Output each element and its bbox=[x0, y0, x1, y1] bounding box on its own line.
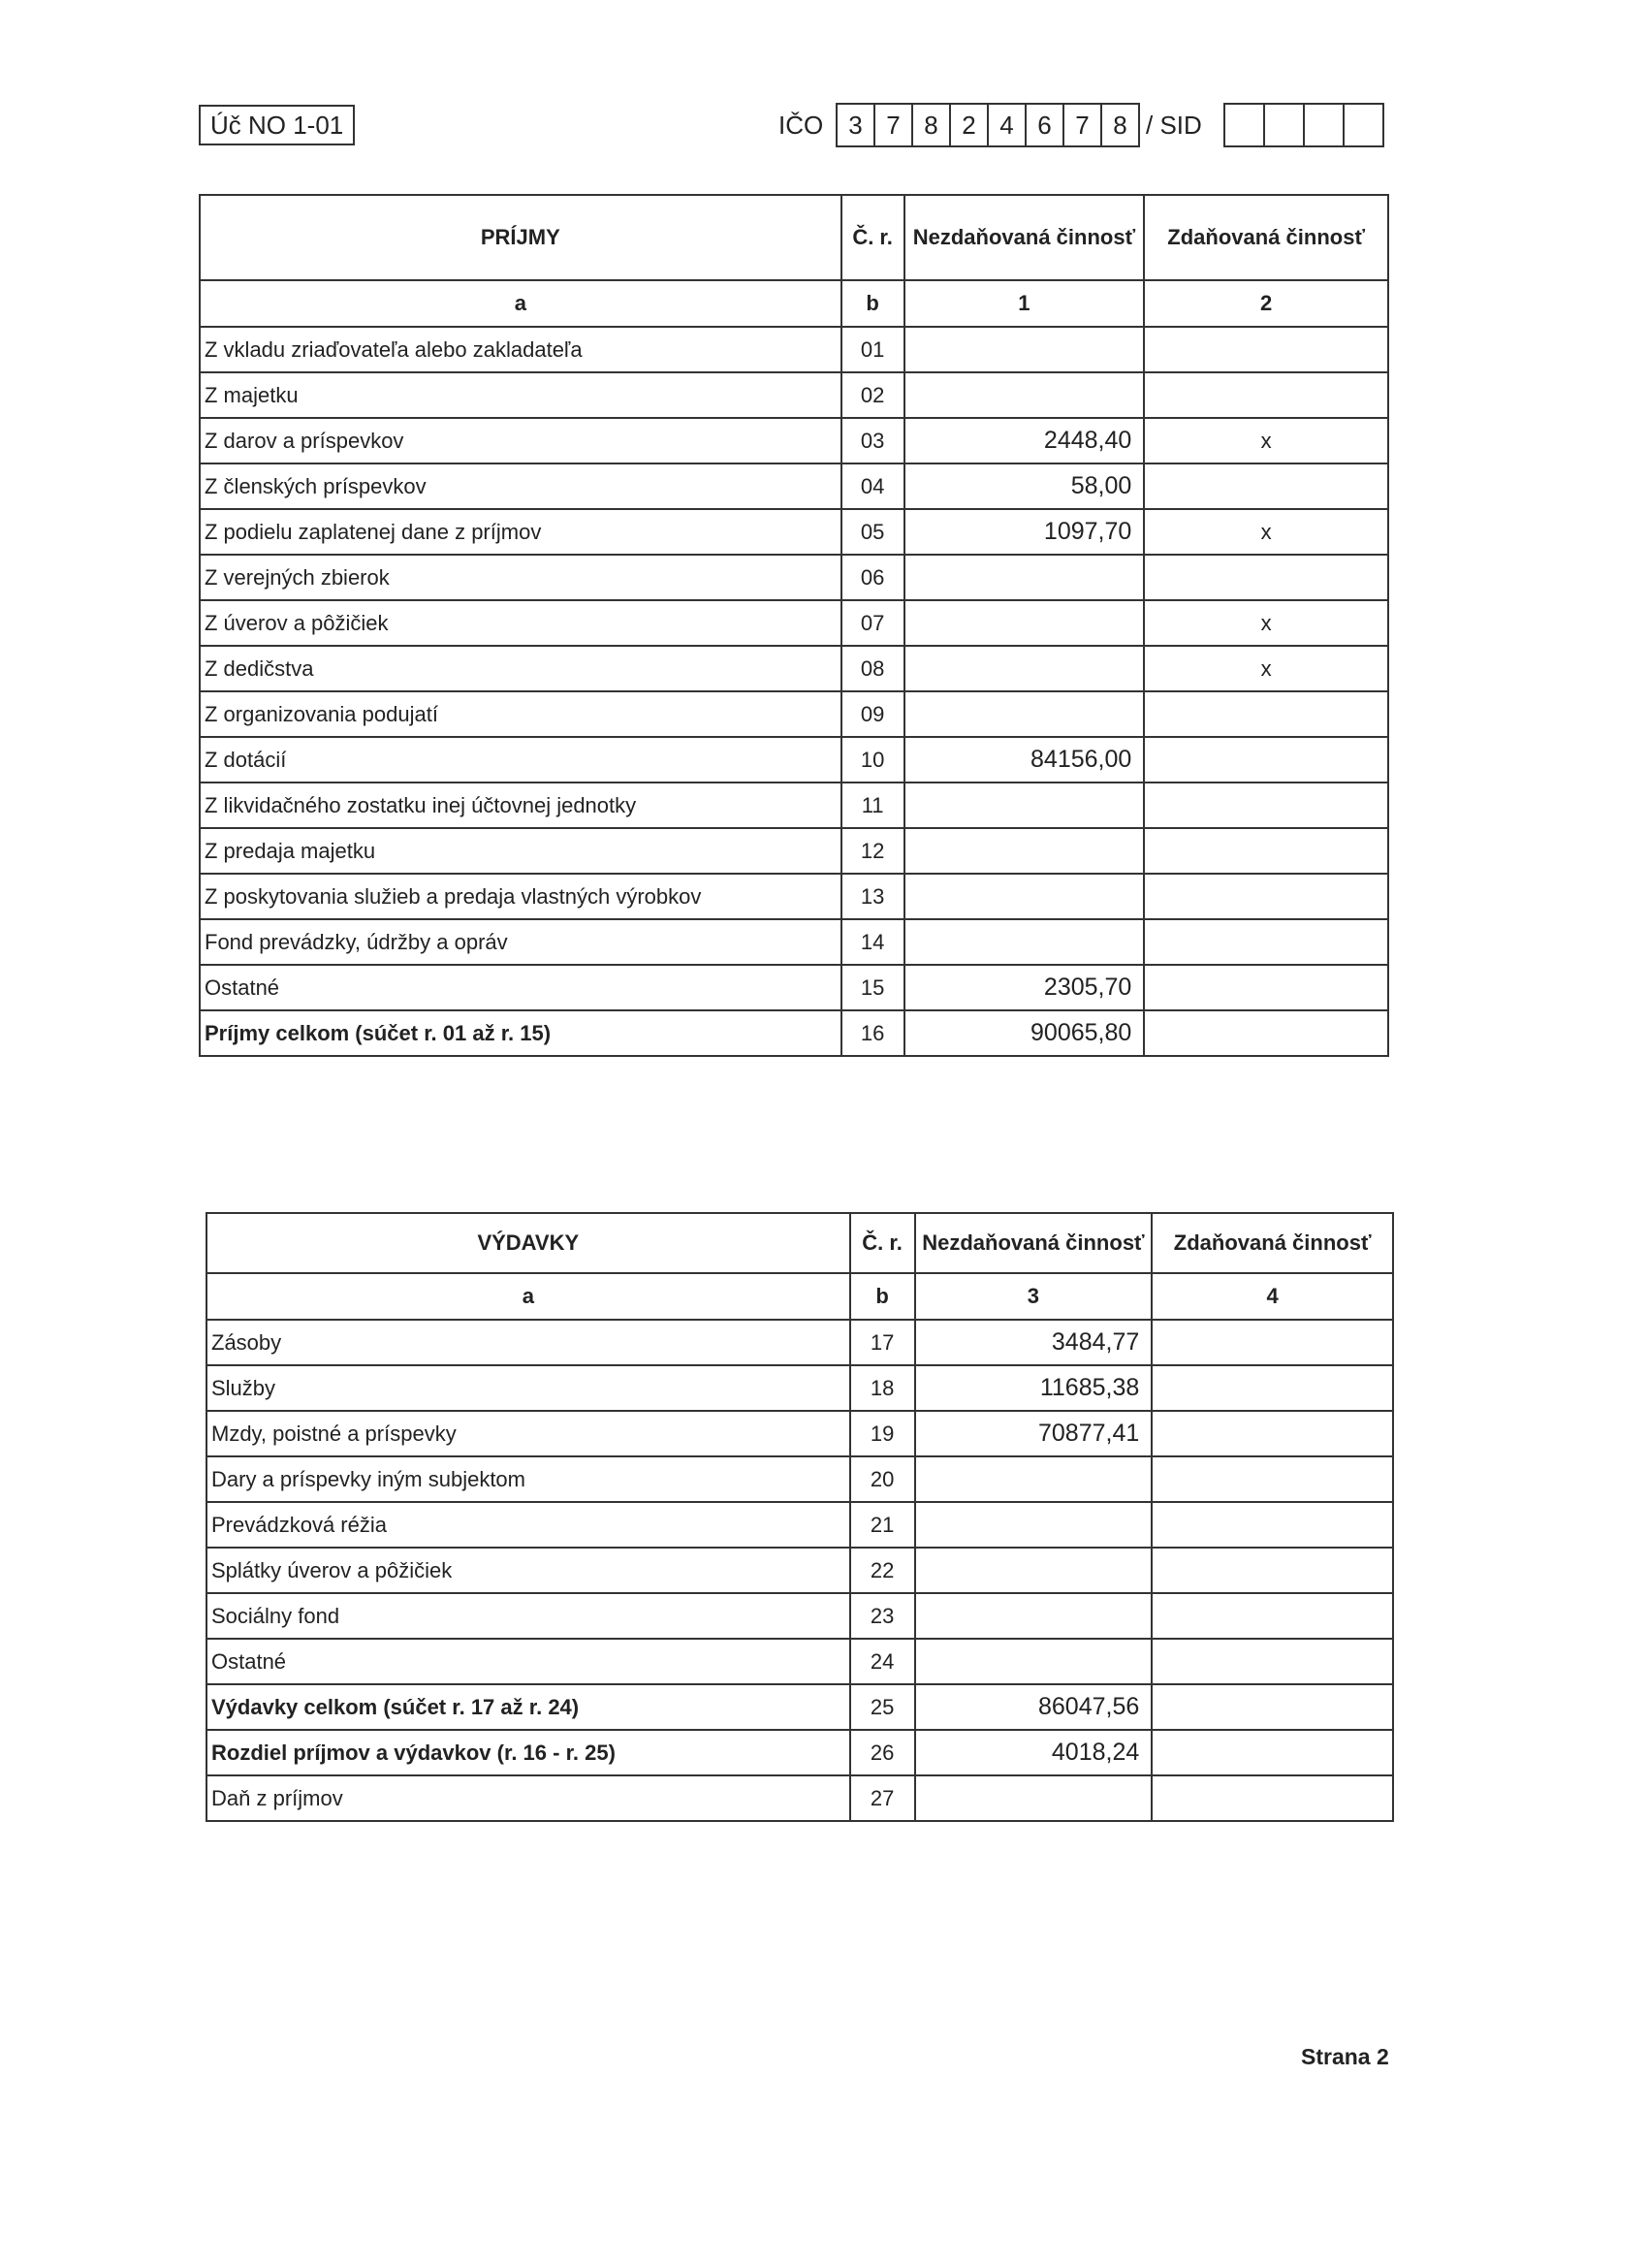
row-number: 20 bbox=[850, 1456, 915, 1502]
value-nezdanovana bbox=[915, 1775, 1153, 1821]
digit-box bbox=[1265, 105, 1305, 145]
row-label: Z predaja majetku bbox=[200, 828, 841, 874]
header-zdanovana: Zdaňovaná činnosť bbox=[1152, 1213, 1393, 1273]
row-label: Zásoby bbox=[206, 1320, 850, 1365]
value-nezdanovana: 70877,41 bbox=[915, 1411, 1153, 1456]
row-label: Z likvidačného zostatku inej účtovnej jednotky bbox=[200, 783, 841, 828]
table-row bbox=[200, 783, 1388, 828]
value-nezdanovana: 58,00 bbox=[904, 463, 1145, 509]
row-number: 04 bbox=[841, 463, 904, 509]
prijmy-title: PRÍJMY bbox=[200, 195, 841, 280]
value-zdanovana: x bbox=[1144, 509, 1388, 555]
header-zdanovana: Zdaňovaná činnosť bbox=[1144, 195, 1388, 280]
value-nezdanovana bbox=[904, 555, 1145, 600]
value-zdanovana bbox=[1144, 737, 1388, 783]
table-row bbox=[200, 327, 1388, 372]
digit-box bbox=[1305, 105, 1345, 145]
sid-boxes bbox=[1223, 103, 1384, 147]
value-nezdanovana: 2448,40 bbox=[904, 418, 1145, 463]
row-number: 07 bbox=[841, 600, 904, 646]
value-nezdanovana: 1097,70 bbox=[904, 509, 1145, 555]
row-number: 10 bbox=[841, 737, 904, 783]
table-row bbox=[206, 1365, 1393, 1411]
digit-box: 3 bbox=[838, 105, 875, 145]
value-nezdanovana bbox=[904, 327, 1145, 372]
row-label: Z darov a príspevkov bbox=[200, 418, 841, 463]
value-nezdanovana: 90065,80 bbox=[904, 1010, 1145, 1056]
row-number: 27 bbox=[850, 1775, 915, 1821]
subheader-a: a bbox=[206, 1273, 850, 1320]
row-label: Z úverov a pôžičiek bbox=[200, 600, 841, 646]
row-label: Fond prevádzky, údržby a opráv bbox=[200, 919, 841, 965]
row-number: 16 bbox=[841, 1010, 904, 1056]
row-label: Ostatné bbox=[206, 1639, 850, 1684]
row-label: Výdavky celkom (súčet r. 17 až r. 24) bbox=[206, 1684, 850, 1730]
subheader-1: 1 bbox=[904, 280, 1145, 327]
row-label: Z členských príspevkov bbox=[200, 463, 841, 509]
value-zdanovana bbox=[1144, 828, 1388, 874]
digit-box: 7 bbox=[875, 105, 913, 145]
digit-box: 2 bbox=[951, 105, 989, 145]
page-number: Strana 2 bbox=[1301, 2044, 1389, 2069]
digit-box: 4 bbox=[989, 105, 1027, 145]
table-row bbox=[200, 646, 1388, 691]
value-nezdanovana bbox=[904, 828, 1145, 874]
value-zdanovana bbox=[1144, 874, 1388, 919]
value-zdanovana bbox=[1152, 1365, 1393, 1411]
vydavky-table bbox=[206, 1212, 1394, 1822]
row-label: Príjmy celkom (súčet r. 01 až r. 15) bbox=[200, 1010, 841, 1056]
table-row bbox=[206, 1456, 1393, 1502]
row-label: Služby bbox=[206, 1365, 850, 1411]
row-label: Prevádzková réžia bbox=[206, 1502, 850, 1548]
sid-label: / SID bbox=[1146, 111, 1202, 140]
value-zdanovana bbox=[1152, 1411, 1393, 1456]
value-zdanovana bbox=[1144, 919, 1388, 965]
value-zdanovana: x bbox=[1144, 600, 1388, 646]
row-label: Z dedičstva bbox=[200, 646, 841, 691]
prijmy-table bbox=[199, 194, 1389, 1057]
row-label: Z vkladu zriaďovateľa alebo zakladateľa bbox=[200, 327, 841, 372]
ico-label: IČO bbox=[778, 111, 824, 140]
subheader-b: b bbox=[850, 1273, 915, 1320]
value-zdanovana bbox=[1152, 1320, 1393, 1365]
row-label: Z podielu zaplatenej dane z príjmov bbox=[200, 509, 841, 555]
value-nezdanovana bbox=[915, 1502, 1153, 1548]
row-label: Mzdy, poistné a príspevky bbox=[206, 1411, 850, 1456]
form-id: Úč NO 1-01 bbox=[199, 105, 355, 145]
value-zdanovana bbox=[1144, 691, 1388, 737]
digit-box: 6 bbox=[1027, 105, 1064, 145]
row-label: Sociálny fond bbox=[206, 1593, 850, 1639]
table-row bbox=[200, 509, 1388, 555]
table-row bbox=[200, 919, 1388, 965]
row-number: 26 bbox=[850, 1730, 915, 1775]
row-number: 14 bbox=[841, 919, 904, 965]
value-nezdanovana: 4018,24 bbox=[915, 1730, 1153, 1775]
row-number: 08 bbox=[841, 646, 904, 691]
row-number: 12 bbox=[841, 828, 904, 874]
value-zdanovana bbox=[1144, 783, 1388, 828]
value-nezdanovana bbox=[904, 646, 1145, 691]
value-zdanovana: x bbox=[1144, 418, 1388, 463]
digit-box bbox=[1225, 105, 1265, 145]
header-nezdanovana: Nezdaňovaná činnosť bbox=[915, 1213, 1153, 1273]
value-nezdanovana: 3484,77 bbox=[915, 1320, 1153, 1365]
subheader-3: 3 bbox=[915, 1273, 1153, 1320]
subheader-4: 4 bbox=[1152, 1273, 1393, 1320]
value-zdanovana bbox=[1152, 1775, 1393, 1821]
table-row bbox=[200, 418, 1388, 463]
value-zdanovana bbox=[1152, 1684, 1393, 1730]
table-row bbox=[206, 1730, 1393, 1775]
value-nezdanovana: 84156,00 bbox=[904, 737, 1145, 783]
value-zdanovana bbox=[1152, 1730, 1393, 1775]
value-nezdanovana bbox=[915, 1456, 1153, 1502]
digit-box bbox=[1345, 105, 1382, 145]
table-row bbox=[206, 1411, 1393, 1456]
row-number: 15 bbox=[841, 965, 904, 1010]
table-row bbox=[200, 965, 1388, 1010]
value-nezdanovana bbox=[904, 919, 1145, 965]
row-label: Dary a príspevky iným subjektom bbox=[206, 1456, 850, 1502]
row-number: 05 bbox=[841, 509, 904, 555]
row-number: 01 bbox=[841, 327, 904, 372]
row-number: 09 bbox=[841, 691, 904, 737]
value-nezdanovana bbox=[915, 1593, 1153, 1639]
table-row bbox=[206, 1548, 1393, 1593]
ico-boxes bbox=[836, 103, 1140, 147]
vydavky-title: VÝDAVKY bbox=[206, 1213, 850, 1273]
row-label: Z poskytovania služieb a predaja vlastných výrobkov bbox=[200, 874, 841, 919]
value-nezdanovana bbox=[904, 600, 1145, 646]
table-row bbox=[206, 1593, 1393, 1639]
value-nezdanovana bbox=[904, 874, 1145, 919]
row-label: Ostatné bbox=[200, 965, 841, 1010]
row-number: 13 bbox=[841, 874, 904, 919]
value-zdanovana bbox=[1152, 1548, 1393, 1593]
subheader-2: 2 bbox=[1144, 280, 1388, 327]
value-zdanovana bbox=[1144, 463, 1388, 509]
digit-box: 7 bbox=[1064, 105, 1102, 145]
row-number: 21 bbox=[850, 1502, 915, 1548]
table-row bbox=[200, 600, 1388, 646]
table-row bbox=[200, 1010, 1388, 1056]
subheader-a: a bbox=[200, 280, 841, 327]
row-label: Splátky úverov a pôžičiek bbox=[206, 1548, 850, 1593]
table-row bbox=[206, 1502, 1393, 1548]
table-row bbox=[200, 555, 1388, 600]
value-nezdanovana: 86047,56 bbox=[915, 1684, 1153, 1730]
row-number: 25 bbox=[850, 1684, 915, 1730]
row-number: 24 bbox=[850, 1639, 915, 1684]
value-zdanovana bbox=[1152, 1639, 1393, 1684]
value-zdanovana bbox=[1152, 1456, 1393, 1502]
header-cr: Č. r. bbox=[841, 195, 904, 280]
value-zdanovana bbox=[1152, 1502, 1393, 1548]
value-nezdanovana bbox=[904, 691, 1145, 737]
value-nezdanovana bbox=[904, 372, 1145, 418]
row-number: 17 bbox=[850, 1320, 915, 1365]
digit-box: 8 bbox=[1113, 111, 1127, 140]
row-number: 18 bbox=[850, 1365, 915, 1411]
value-zdanovana bbox=[1144, 1010, 1388, 1056]
value-zdanovana bbox=[1144, 372, 1388, 418]
value-nezdanovana: 11685,38 bbox=[915, 1365, 1153, 1411]
value-zdanovana bbox=[1152, 1593, 1393, 1639]
header-nezdanovana: Nezdaňovaná činnosť bbox=[904, 195, 1145, 280]
table-row bbox=[206, 1320, 1393, 1365]
value-nezdanovana bbox=[915, 1639, 1153, 1684]
value-nezdanovana bbox=[904, 783, 1145, 828]
row-number: 03 bbox=[841, 418, 904, 463]
row-label: Daň z príjmov bbox=[206, 1775, 850, 1821]
table-row bbox=[200, 463, 1388, 509]
row-number: 22 bbox=[850, 1548, 915, 1593]
value-zdanovana bbox=[1144, 327, 1388, 372]
row-number: 06 bbox=[841, 555, 904, 600]
table-row bbox=[206, 1775, 1393, 1821]
value-zdanovana: x bbox=[1144, 646, 1388, 691]
digit-box: 8 bbox=[913, 105, 951, 145]
table-row bbox=[200, 828, 1388, 874]
row-number: 02 bbox=[841, 372, 904, 418]
row-number: 23 bbox=[850, 1593, 915, 1639]
value-zdanovana bbox=[1144, 555, 1388, 600]
value-zdanovana bbox=[1144, 965, 1388, 1010]
row-label: Z organizovania podujatí bbox=[200, 691, 841, 737]
header-cr: Č. r. bbox=[850, 1213, 915, 1273]
table-row bbox=[200, 372, 1388, 418]
row-number: 11 bbox=[841, 783, 904, 828]
table-row bbox=[200, 874, 1388, 919]
value-nezdanovana bbox=[915, 1548, 1153, 1593]
subheader-b: b bbox=[841, 280, 904, 327]
row-label: Z dotácií bbox=[200, 737, 841, 783]
row-label: Rozdiel príjmov a výdavkov (r. 16 - r. 25) bbox=[206, 1730, 850, 1775]
row-label: Z verejných zbierok bbox=[200, 555, 841, 600]
table-row bbox=[200, 737, 1388, 783]
table-row bbox=[206, 1684, 1393, 1730]
row-label: Z majetku bbox=[200, 372, 841, 418]
value-nezdanovana: 2305,70 bbox=[904, 965, 1145, 1010]
row-number: 19 bbox=[850, 1411, 915, 1456]
table-row bbox=[200, 691, 1388, 737]
table-row bbox=[206, 1639, 1393, 1684]
